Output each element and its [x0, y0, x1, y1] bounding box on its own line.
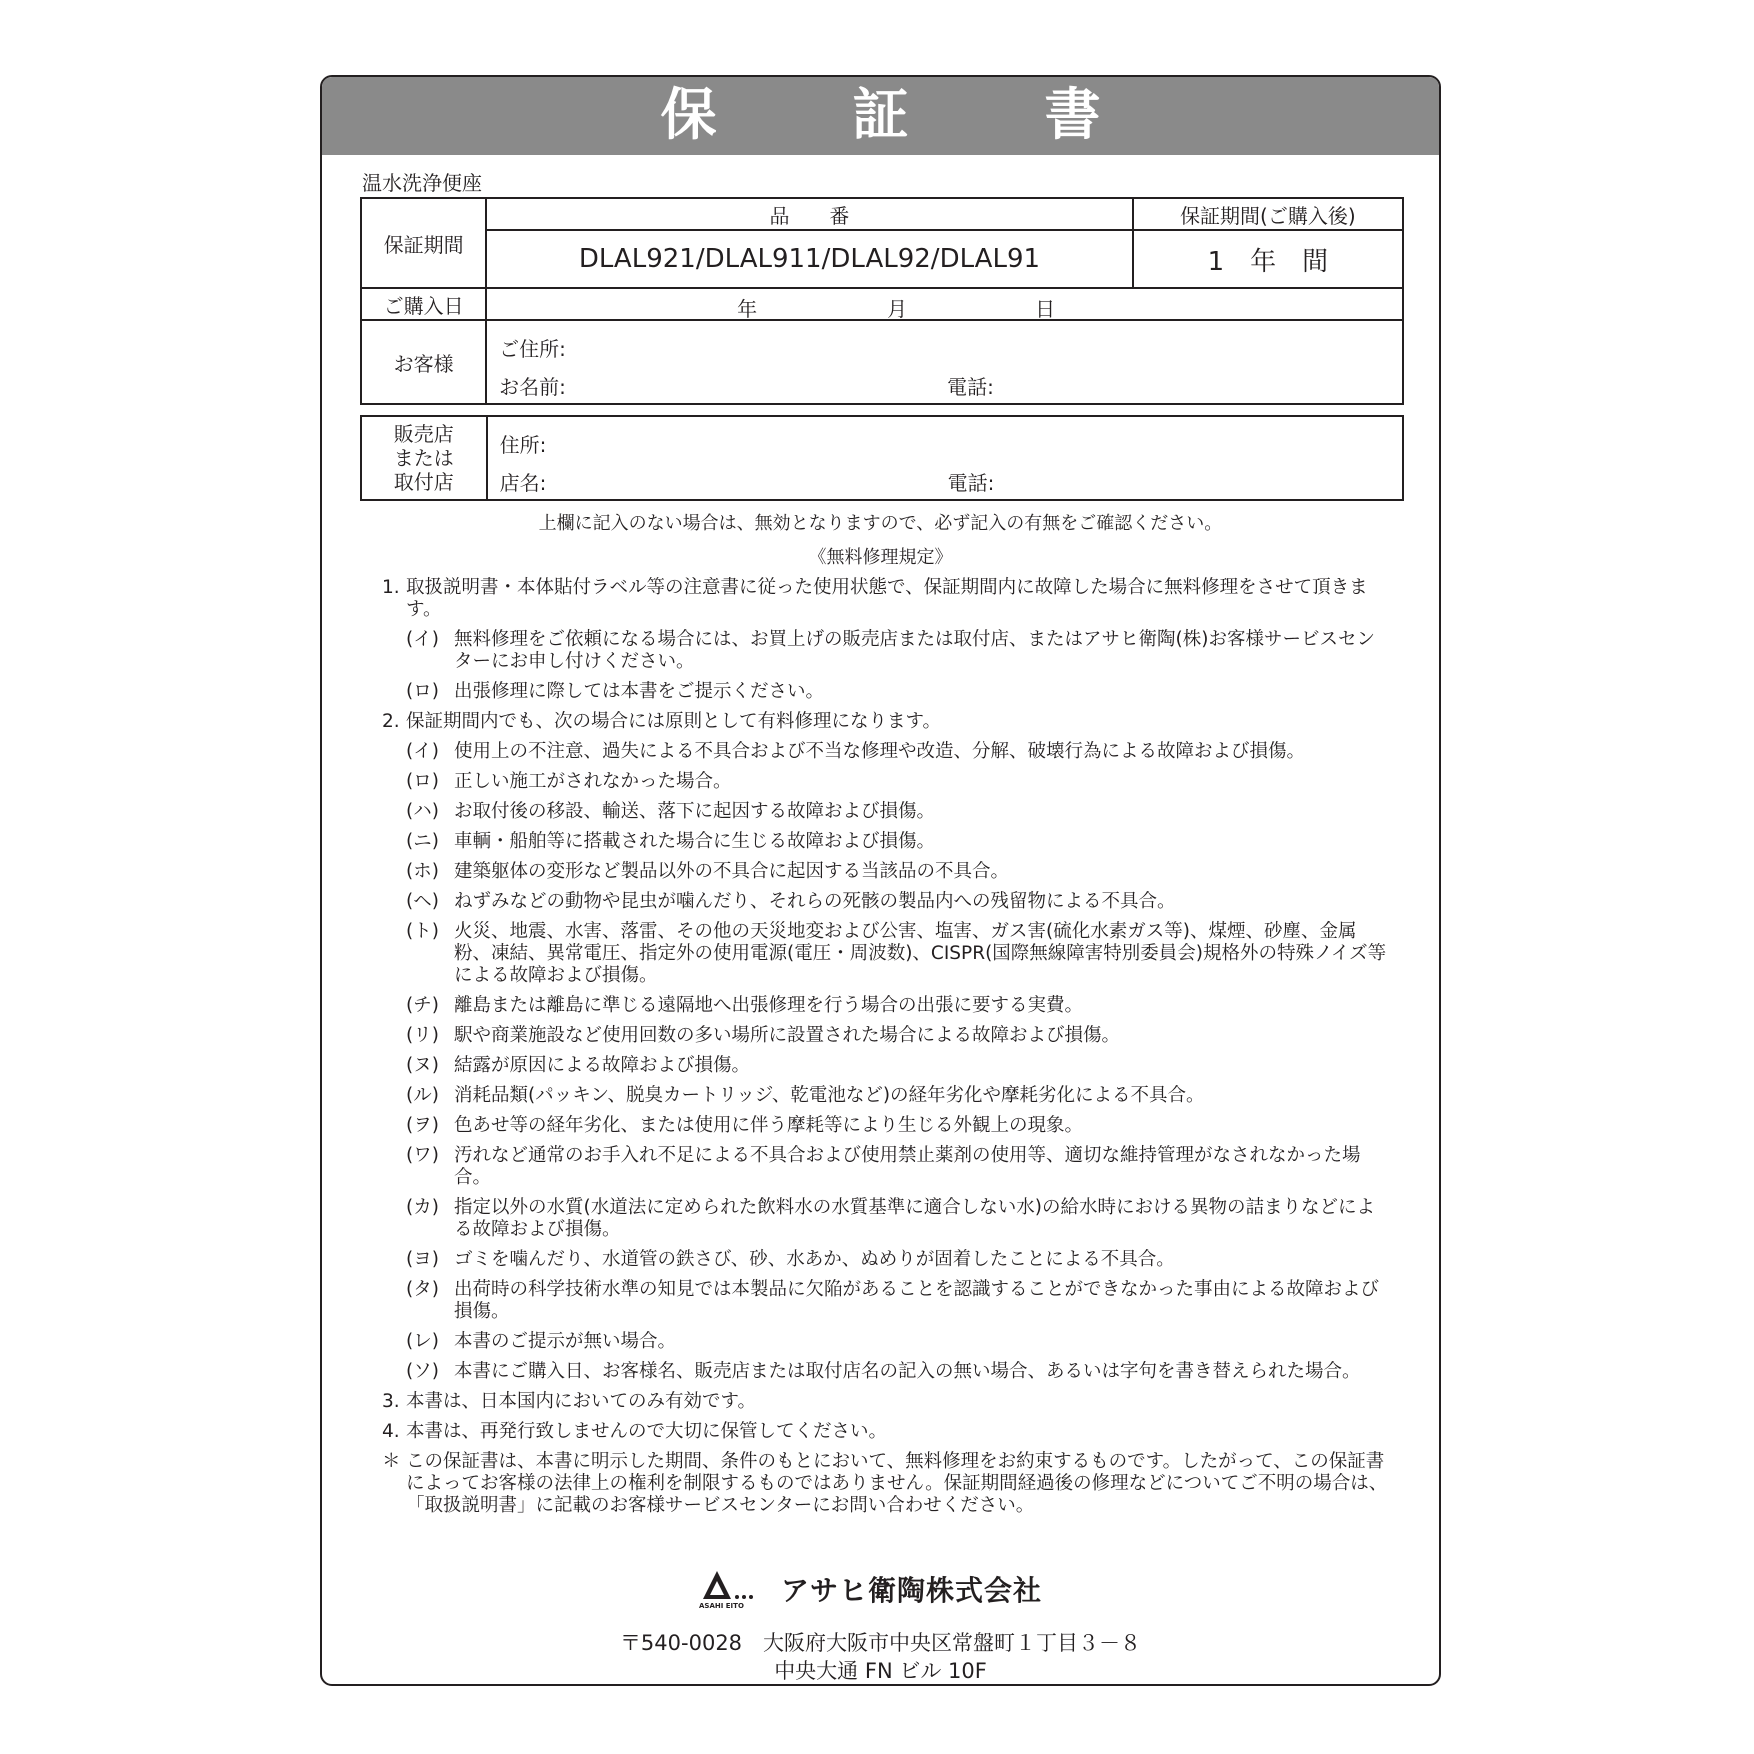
dealer-address-label: 住所: — [499, 433, 547, 457]
rule-number: (ヨ) — [406, 1249, 439, 1270]
rule-item — [382, 1361, 1392, 1383]
rule-text: 離島または離島に準じる遠隔地へ出張修理を行う場合の出張に要する実費。 — [454, 995, 1084, 1016]
logo-text: ASAHI EITO — [699, 1602, 744, 1609]
rule-text: ゴミを噛んだり、水道管の鉄さび、砂、水あか、ぬめりが固着したことによる不具合。 — [454, 1249, 1175, 1270]
rule-item — [382, 1197, 1392, 1241]
period-header: 保証期間(ご購入後) — [1133, 198, 1403, 230]
rule-number: (ロ) — [406, 771, 439, 792]
purchase-date-label: ご購入日 — [361, 288, 486, 320]
rule-number: (ソ) — [406, 1361, 439, 1382]
rules-title: 《無料修理規定》 — [808, 547, 953, 568]
rule-item — [382, 1451, 1392, 1517]
rule-item — [382, 629, 1392, 673]
asahi-logo-icon — [697, 1569, 767, 1609]
rule-text: この保証書は、本書に明示した期間、条件のもとにおいて、無料修理をお約束するものです。したがって、この保証書によってお客様の法律上の権利を制限するものではありません。保証期間経過後の修理などについてご不明の場合は、「取扱説明書」に記載のお客様サービスセンターにお問い合わせください。 — [406, 1451, 1388, 1516]
rule-item — [382, 741, 1392, 763]
rule-number: (タ) — [406, 1279, 439, 1300]
rule-number: (カ) — [406, 1197, 439, 1218]
notice-text: 上欄に記入のない場合は、無効となりますので、必ず記入の有無をご確認ください。 — [538, 513, 1223, 534]
rule-item — [382, 831, 1392, 853]
dealer-label — [361, 416, 487, 500]
dealer-name-label: 店名: — [499, 471, 547, 495]
rule-number: (ホ) — [406, 861, 439, 882]
rule-text: 出張修理に際しては本書をご提示ください。 — [454, 681, 825, 702]
rule-number: (ト) — [406, 921, 439, 942]
company-logo — [697, 1569, 1042, 1609]
rule-text: ねずみなどの動物や昆虫が噛んだり、それらの死骸の製品内への残留物による不具合。 — [454, 891, 1176, 912]
company-name: アサヒ衛陶株式会社 — [781, 1574, 1043, 1607]
rule-text: 色あせ等の経年劣化、または使用に伴う摩耗等により生じる外観上の現象。 — [454, 1115, 1084, 1136]
rule-text: 車輌・船舶等に搭載された場合に生じる故障および損傷。 — [454, 831, 936, 852]
rule-number: (ニ) — [406, 831, 439, 852]
rule-number: (チ) — [406, 995, 439, 1016]
rule-text: 駅や商業施設など使用回数の多い場所に設置された場合による故障および損傷。 — [454, 1025, 1121, 1046]
rule-number: (ヲ) — [406, 1115, 439, 1136]
rule-number: (レ) — [406, 1331, 439, 1352]
warranty-table — [360, 197, 1404, 405]
dealer-label-line: 販売店 — [393, 422, 454, 446]
rule-item — [382, 801, 1392, 823]
rule-number: 4. — [382, 1421, 400, 1442]
rule-text: 結露が原因による故障および損傷。 — [454, 1055, 751, 1076]
rule-text: 正しい施工がされなかった場合。 — [454, 771, 732, 792]
rule-text: 無料修理をご依頼になる場合には、お買上げの販売店または取付店、またはアサヒ衛陶(株)お客様サービスセンターにお申し付けください。 — [454, 629, 1375, 672]
rule-text: 本書のご提示が無い場合。 — [454, 1331, 677, 1352]
rule-item — [382, 1331, 1392, 1353]
rule-item — [382, 1145, 1392, 1189]
rule-item — [382, 771, 1392, 793]
dealer-phone-label: 電話: — [947, 471, 995, 495]
dealer-fields[interactable] — [487, 416, 1403, 500]
dealer-label-line: 取付店 — [393, 470, 454, 494]
rule-number: (ヌ) — [406, 1055, 439, 1076]
rule-number: (イ) — [406, 741, 439, 762]
rule-text: 汚れなど通常のお手入れ不足による不具合および使用禁止薬剤の使用等、適切な維持管理がなされなかった場合。 — [454, 1145, 1361, 1188]
rule-item — [382, 1391, 1392, 1413]
dealer-table — [360, 415, 1404, 501]
rule-number: 3. — [382, 1391, 400, 1412]
rule-number: (リ) — [406, 1025, 439, 1046]
rule-text: 使用上の不注意、過失による不具合および不当な修理や改造、分解、破壊行為による故障および損傷。 — [454, 741, 1306, 762]
company-address-line1: 〒540-0028 大阪府大阪市中央区常盤町１丁目３－８ — [619, 1631, 1142, 1655]
rule-text: 本書は、再発行致しませんので大切に保管してください。 — [406, 1421, 888, 1442]
rule-item — [382, 1115, 1392, 1137]
date-year: 年 — [737, 297, 758, 321]
rule-text: お取付後の移設、輸送、落下に起因する故障および損傷。 — [454, 801, 936, 822]
rule-number: (ヘ) — [406, 891, 439, 912]
rule-text: 消耗品類(パッキン、脱臭カートリッジ、乾電池など)の経年劣化や摩耗劣化による不具合。 — [454, 1085, 1205, 1106]
rule-number: (イ) — [406, 629, 439, 650]
rule-item — [382, 711, 1392, 733]
warranty-card — [320, 75, 1441, 1686]
rule-number: (ワ) — [406, 1145, 439, 1166]
rule-item — [382, 1055, 1392, 1077]
rule-text: 本書にご購入日、お客様名、販売店または取付店名の記入の無い場合、あるいは字句を書き替えられた場合。 — [454, 1361, 1361, 1382]
rule-number: 1. — [382, 577, 400, 598]
rule-item — [382, 1025, 1392, 1047]
rule-number: 2. — [382, 711, 400, 732]
rule-text: 火災、地震、水害、落雷、その他の天災地変および公害、塩害、ガス害(硫化水素ガス等)、煤煙、砂塵、金属粉、凍結、異常電圧、指定外の使用電源(電圧・周波数)、CISPR(国際無線障害特別委員会)規格外の特殊ノイズ等による故障および損傷。 — [454, 921, 1387, 986]
period-value: 1 年 間 — [1133, 230, 1403, 288]
rule-number: (ハ) — [406, 801, 439, 822]
rule-text: 指定以外の水質(水道法に定められた飲料水の水質基準に適合しない水)の給水時における異物の詰まりなどによる故障および損傷。 — [454, 1197, 1375, 1240]
customer-label: お客様 — [361, 320, 486, 404]
rule-number: ＊ — [382, 1451, 401, 1472]
rule-item — [382, 891, 1392, 913]
rule-text: 建築躯体の変形など製品以外の不具合に起因する当該品の不具合。 — [454, 861, 1010, 882]
model-numbers: DLAL921/DLAL911/DLAL92/DLAL91 — [486, 230, 1133, 288]
warranty-period-label: 保証期間 — [361, 198, 486, 288]
rule-text: 保証期間内でも、次の場合には原則として有料修理になります。 — [406, 711, 942, 732]
rule-item — [382, 995, 1392, 1017]
rule-item — [382, 1421, 1392, 1443]
rule-item — [382, 1279, 1392, 1323]
customer-phone-label: 電話: — [947, 375, 994, 399]
rule-number: (ル) — [406, 1085, 439, 1106]
product-type: 温水洗浄便座 — [362, 171, 482, 195]
model-header: 品 番 — [486, 198, 1133, 230]
date-month: 月 — [887, 297, 908, 321]
dealer-label-line: または — [393, 446, 454, 470]
customer-fields[interactable] — [486, 320, 1403, 404]
rule-item — [382, 577, 1392, 621]
rule-text: 取扱説明書・本体貼付ラベル等の注意書に従った使用状態で、保証期間内に故障した場合に無料修理をさせて頂きます。 — [406, 577, 1368, 620]
customer-address-label: ご住所: — [499, 337, 566, 361]
rule-number: (ロ) — [406, 681, 439, 702]
rule-text: 本書は、日本国内においてのみ有効です。 — [406, 1391, 757, 1412]
rule-item — [382, 921, 1392, 987]
rule-item — [382, 861, 1392, 883]
rule-item — [382, 1249, 1392, 1271]
company-address-line2: 中央大通 FN ビル 10F — [774, 1659, 987, 1683]
rule-text: 出荷時の科学技術水準の知見では本製品に欠陥があることを認識することができなかった事由による故障および損傷。 — [454, 1279, 1380, 1322]
rules-list — [382, 577, 1392, 1525]
rule-item — [382, 681, 1392, 703]
date-day: 日 — [1035, 297, 1056, 321]
purchase-date-field[interactable] — [486, 288, 1403, 320]
rule-item — [382, 1085, 1392, 1107]
page-title: 保 証 書 — [322, 77, 1439, 155]
customer-name-label: お名前: — [499, 375, 566, 399]
